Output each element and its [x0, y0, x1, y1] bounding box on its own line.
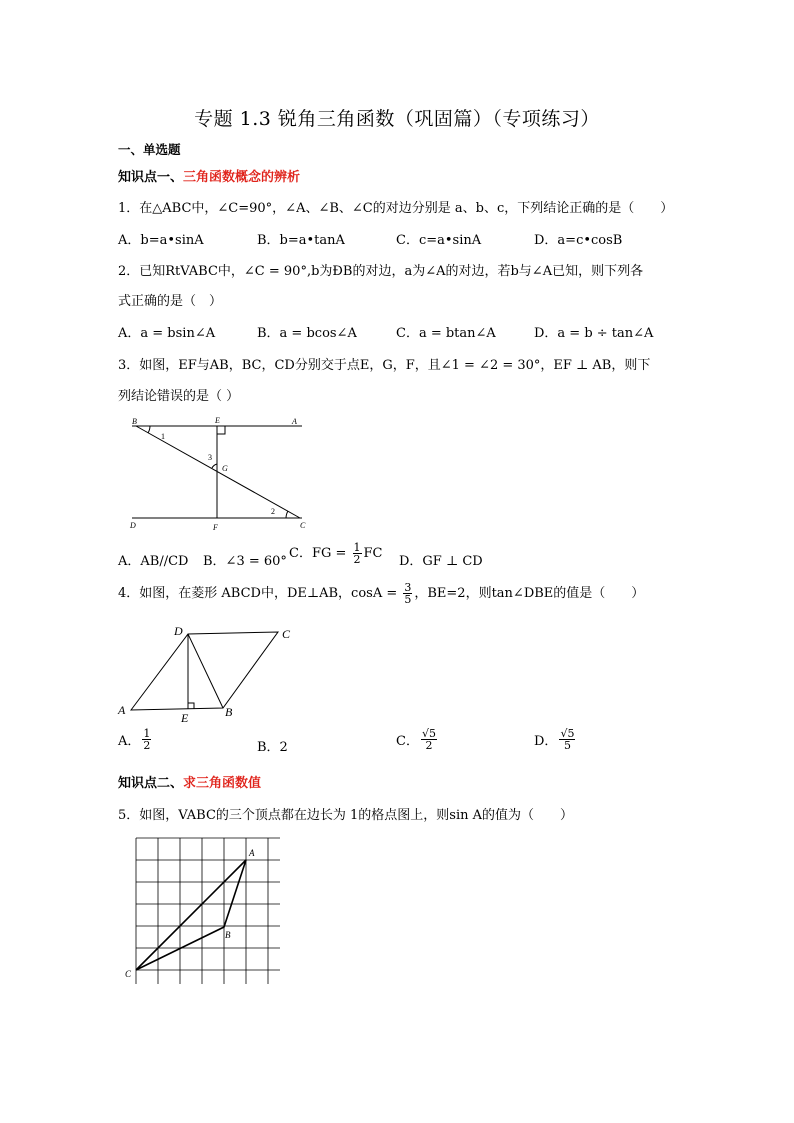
fig4-label-a: A: [118, 703, 126, 717]
rhombus-abcd: [131, 632, 278, 710]
fig5-label-a: A: [249, 848, 255, 858]
q3-option-c-fraction: [353, 542, 362, 565]
kp1-label: 知识点一、: [118, 170, 184, 185]
angle-2-arc: [286, 511, 288, 518]
right-angle-mark-e: [188, 703, 194, 709]
fig4-label-e: E: [181, 711, 189, 724]
section-heading: 一、单选题: [118, 142, 181, 157]
q4-option-c[interactable]: [396, 728, 439, 751]
q3-option-c[interactable]: [289, 542, 382, 565]
diagonal-db: [188, 634, 223, 708]
q5-figure: [120, 834, 280, 984]
q4-option-a-fraction: [142, 728, 151, 751]
q4-option-a-den: 2: [143, 739, 151, 752]
q4-cos-num: 3: [404, 581, 412, 594]
q4-option-a-prefix: A．: [118, 734, 141, 749]
q3-figure: [118, 412, 318, 536]
fig5-label-c: C: [125, 969, 132, 979]
q4-option-d-num: √5: [560, 727, 575, 740]
question-3-line2: 列结论错误的是（ ）: [118, 389, 240, 404]
question-2-line2: 式正确的是（ ）: [118, 294, 223, 309]
q1-option-d[interactable]: D．a=c•cosB: [534, 233, 623, 248]
question-3-line1: 3．如图，EF与AB，BC，CD分别交于点E，G，F，且∠1 = ∠2 = 30°，EF ⊥ AB，则下: [118, 358, 651, 373]
q1-option-c[interactable]: C．c=a•sinA: [396, 233, 482, 248]
q2-option-d[interactable]: D．a = b ÷ tan∠A: [534, 326, 654, 341]
q4-option-d-den: 5: [563, 739, 571, 752]
q2-option-b[interactable]: B．a = bcos∠A: [257, 326, 357, 341]
fig3-label-g: G: [222, 464, 228, 473]
question-2-line1: 2．已知RtVABC中，∠C = 90°,b为ÐB的对边，a为∠A的对边，若b与∠A已知，则下列各: [118, 264, 644, 279]
fig3-label-2: 2: [271, 507, 275, 516]
fig3-label-f: F: [213, 523, 218, 532]
q3-option-d[interactable]: D．GF ⊥ CD: [399, 554, 483, 569]
q3-option-c-prefix: C．FG =: [289, 546, 351, 561]
fig3-label-a: A: [292, 417, 297, 426]
q4-stem-a: 4．如图，在菱形 ABCD中，DE⊥AB，cosA =: [118, 586, 402, 601]
page-title: 专题 1.3 锐角三角函数（巩固篇）（专项练习）: [194, 108, 600, 130]
q4-option-c-prefix: C．: [396, 734, 419, 749]
q4-option-c-den: 2: [425, 739, 433, 752]
q4-option-b[interactable]: B．2: [257, 740, 288, 755]
question-5-stem: 5．如图，VABC的三个顶点都在边长为 1的格点图上，则sin A的值为（ ）: [118, 808, 574, 823]
q3-option-a[interactable]: A．AB//CD: [118, 554, 189, 569]
knowledge-point-2: [118, 772, 261, 791]
q4-option-d-fraction: [559, 728, 575, 751]
q3-option-c-tail: FC: [363, 546, 383, 561]
q4-option-c-fraction: [421, 728, 437, 751]
fig3-label-d: D: [130, 521, 136, 530]
q4-option-a[interactable]: [118, 728, 153, 751]
q2-option-c[interactable]: C．a = btan∠A: [396, 326, 496, 341]
fig4-label-b: B: [225, 705, 233, 719]
question-1-stem: 1．在△ABC中，∠C=90°，∠A、∠B、∠C的对边分别是 a、b、c，下列结论正确的是（ ）: [118, 201, 674, 216]
kp1-topic: 三角函数概念的辨析: [183, 170, 301, 185]
q1-option-a[interactable]: A．b=a•sinA: [118, 233, 204, 248]
knowledge-point-1: [118, 166, 300, 185]
fig3-label-3: 3: [208, 453, 212, 462]
kp2-label: 知识点二、: [118, 776, 184, 791]
triangle-abc: [136, 860, 246, 970]
q4-figure: [116, 620, 306, 724]
q3-option-c-den: 2: [353, 553, 361, 566]
fig4-label-d: D: [174, 624, 183, 638]
question-4-stem: [118, 582, 644, 605]
q4-option-c-num: √5: [421, 727, 436, 740]
fig3-label-b: B: [132, 417, 137, 426]
fig5-label-b: B: [225, 930, 231, 940]
q2-option-a[interactable]: A．a = bsin∠A: [118, 326, 216, 341]
q4-stem-b: ，BE=2，则tan∠DBE的值是（ ）: [414, 586, 645, 601]
q4-cos-fraction: [403, 582, 412, 605]
q4-option-d-prefix: D．: [534, 734, 558, 749]
right-angle-mark: [217, 426, 225, 434]
q3-option-c-num: 1: [353, 541, 361, 554]
grid: [136, 838, 280, 984]
fig4-label-c: C: [282, 627, 291, 641]
angle-3-arc: [212, 464, 217, 468]
angle-1-arc: [148, 426, 150, 433]
fig3-label-c: C: [300, 521, 306, 530]
q4-option-a-num: 1: [143, 727, 151, 740]
q4-option-d[interactable]: [534, 728, 577, 751]
q4-cos-den: 5: [404, 593, 412, 606]
kp2-topic: 求三角函数值: [183, 776, 262, 791]
fig3-label-e: E: [215, 416, 220, 425]
fig3-label-1: 1: [161, 432, 165, 441]
q3-option-b[interactable]: B．∠3 = 60°: [203, 554, 287, 569]
q1-option-b[interactable]: B．b=a•tanA: [257, 233, 345, 248]
